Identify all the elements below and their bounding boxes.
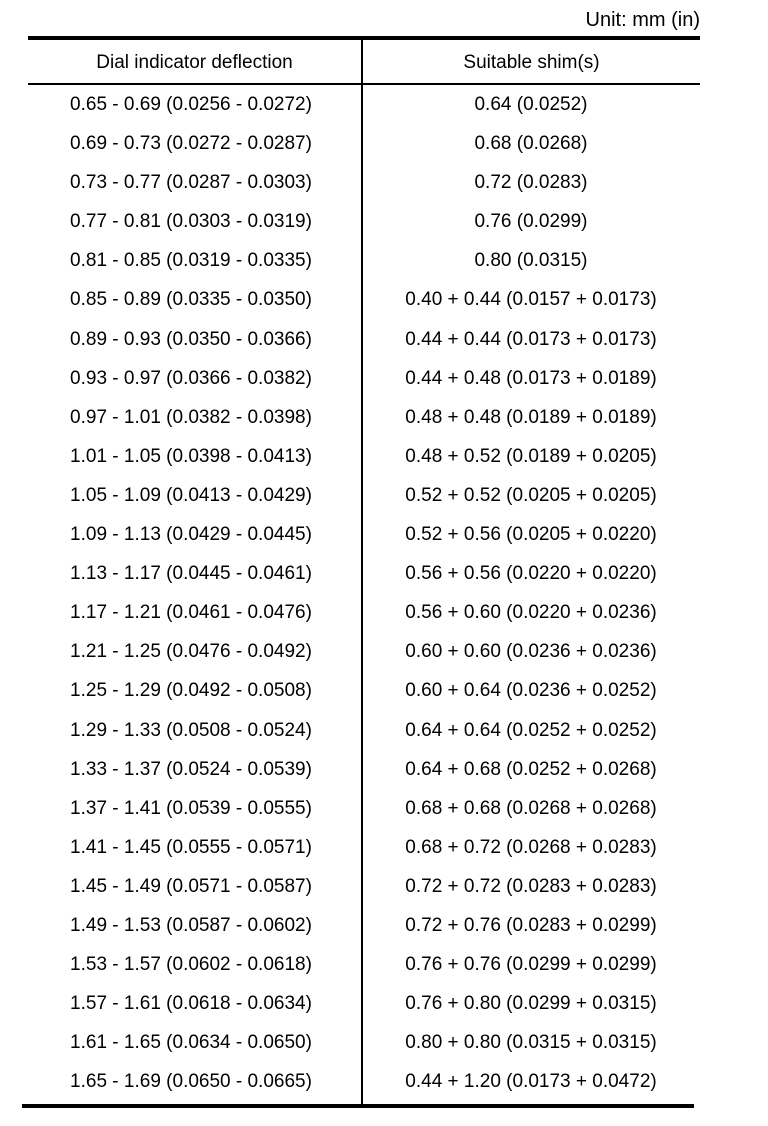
shim-cell: 0.44 + 1.20 (0.0173 + 0.0472)	[405, 1071, 657, 1093]
shim-cell: 0.52 + 0.52 (0.0205 + 0.0205)	[405, 484, 657, 506]
deflection-cell: 1.17 - 1.21 (0.0461 - 0.0476)	[70, 602, 312, 624]
header-suitable-shims: Suitable shim(s)	[463, 52, 600, 73]
deflection-cell: 0.69 - 0.73 (0.0272 - 0.0287)	[70, 133, 312, 155]
table-row	[24, 828, 700, 867]
table-row	[24, 750, 700, 789]
shim-cell: 0.72 (0.0283)	[474, 172, 588, 194]
table-row	[24, 593, 700, 632]
table-row	[24, 241, 700, 280]
table-row	[24, 124, 700, 163]
table-row	[24, 632, 700, 671]
table-row	[24, 202, 700, 241]
shim-cell: 0.80 + 0.80 (0.0315 + 0.0315)	[405, 1032, 657, 1054]
deflection-cell: 0.73 - 0.77 (0.0287 - 0.0303)	[70, 172, 312, 194]
table-row	[24, 1062, 700, 1101]
shim-cell: 0.48 + 0.52 (0.0189 + 0.0205)	[405, 445, 657, 467]
shim-cell: 0.76 + 0.80 (0.0299 + 0.0315)	[405, 993, 657, 1015]
table-row	[24, 1023, 700, 1062]
deflection-cell: 1.21 - 1.25 (0.0476 - 0.0492)	[70, 641, 312, 663]
deflection-cell: 1.61 - 1.65 (0.0634 - 0.0650)	[70, 1032, 312, 1054]
table-row	[24, 711, 700, 750]
deflection-cell: 1.53 - 1.57 (0.0602 - 0.0618)	[70, 954, 312, 976]
table-bottom-rule	[22, 1104, 694, 1108]
table-row	[24, 945, 700, 984]
table-body	[24, 85, 700, 1101]
shim-cell: 0.56 + 0.60 (0.0220 + 0.0236)	[405, 602, 657, 624]
shim-cell: 0.44 + 0.48 (0.0173 + 0.0189)	[405, 367, 657, 389]
deflection-cell: 1.09 - 1.13 (0.0429 - 0.0445)	[70, 524, 312, 546]
deflection-cell: 0.65 - 0.69 (0.0256 - 0.0272)	[70, 94, 312, 115]
deflection-cell: 1.57 - 1.61 (0.0618 - 0.0634)	[70, 993, 312, 1015]
deflection-cell: 0.93 - 0.97 (0.0366 - 0.0382)	[70, 367, 312, 389]
shim-cell: 0.68 + 0.68 (0.0268 + 0.0268)	[405, 797, 657, 819]
table-row	[24, 515, 700, 554]
shim-cell: 0.52 + 0.56 (0.0205 + 0.0220)	[405, 524, 657, 546]
table-row	[24, 984, 700, 1023]
deflection-cell: 1.25 - 1.29 (0.0492 - 0.0508)	[70, 680, 312, 702]
shim-cell: 0.76 + 0.76 (0.0299 + 0.0299)	[405, 954, 657, 976]
deflection-cell: 1.13 - 1.17 (0.0445 - 0.0461)	[70, 563, 312, 585]
deflection-cell: 1.01 - 1.05 (0.0398 - 0.0413)	[70, 445, 312, 467]
shim-cell: 0.64 (0.0252)	[474, 94, 588, 115]
table-row	[24, 789, 700, 828]
shim-cell: 0.64 + 0.68 (0.0252 + 0.0268)	[405, 758, 657, 780]
shim-cell: 0.68 (0.0268)	[474, 133, 588, 155]
shim-cell: 0.80 (0.0315)	[474, 250, 588, 272]
shim-cell: 0.60 + 0.64 (0.0236 + 0.0252)	[405, 680, 657, 702]
table-row	[24, 359, 700, 398]
shim-cell: 0.72 + 0.72 (0.0283 + 0.0283)	[405, 875, 657, 897]
deflection-cell: 1.49 - 1.53 (0.0587 - 0.0602)	[70, 914, 312, 936]
shim-cell: 0.76 (0.0299)	[474, 211, 588, 233]
deflection-cell: 0.77 - 0.81 (0.0303 - 0.0319)	[70, 211, 312, 233]
table-row	[24, 906, 700, 945]
table-row	[24, 85, 700, 124]
table-row	[24, 476, 700, 515]
deflection-cell: 1.45 - 1.49 (0.0571 - 0.0587)	[70, 875, 312, 897]
table-row	[24, 163, 700, 202]
shim-cell: 0.56 + 0.56 (0.0220 + 0.0220)	[405, 563, 657, 585]
table-header	[28, 40, 700, 83]
deflection-cell: 0.89 - 0.93 (0.0350 - 0.0366)	[70, 328, 312, 350]
header-dial-indicator-deflection: Dial indicator deflection	[96, 52, 293, 73]
deflection-cell: 0.97 - 1.01 (0.0382 - 0.0398)	[70, 406, 312, 428]
deflection-cell: 0.81 - 0.85 (0.0319 - 0.0335)	[70, 250, 312, 272]
shim-cell: 0.48 + 0.48 (0.0189 + 0.0189)	[405, 406, 657, 428]
table-row	[24, 554, 700, 593]
deflection-cell: 1.33 - 1.37 (0.0524 - 0.0539)	[70, 758, 312, 780]
deflection-cell: 1.29 - 1.33 (0.0508 - 0.0524)	[70, 719, 312, 741]
deflection-cell: 1.41 - 1.45 (0.0555 - 0.0571)	[70, 836, 312, 858]
shim-cell: 0.60 + 0.60 (0.0236 + 0.0236)	[405, 641, 657, 663]
shim-cell: 0.44 + 0.44 (0.0173 + 0.0173)	[405, 328, 657, 350]
table-row	[24, 280, 700, 319]
table-row	[24, 398, 700, 437]
shim-cell: 0.40 + 0.44 (0.0157 + 0.0173)	[405, 289, 657, 311]
shim-cell: 0.68 + 0.72 (0.0268 + 0.0283)	[405, 836, 657, 858]
deflection-cell: 0.85 - 0.89 (0.0335 - 0.0350)	[70, 289, 312, 311]
unit-label: Unit: mm (in)	[585, 9, 700, 31]
shim-cell: 0.64 + 0.64 (0.0252 + 0.0252)	[405, 719, 657, 741]
table-row	[24, 671, 700, 710]
table-row	[24, 437, 700, 476]
table-row	[24, 320, 700, 359]
shim-cell: 0.72 + 0.76 (0.0283 + 0.0299)	[405, 914, 657, 936]
table-row	[24, 867, 700, 906]
deflection-cell: 1.05 - 1.09 (0.0413 - 0.0429)	[70, 484, 312, 506]
deflection-cell: 1.37 - 1.41 (0.0539 - 0.0555)	[70, 797, 312, 819]
deflection-cell: 1.65 - 1.69 (0.0650 - 0.0665)	[70, 1071, 312, 1093]
